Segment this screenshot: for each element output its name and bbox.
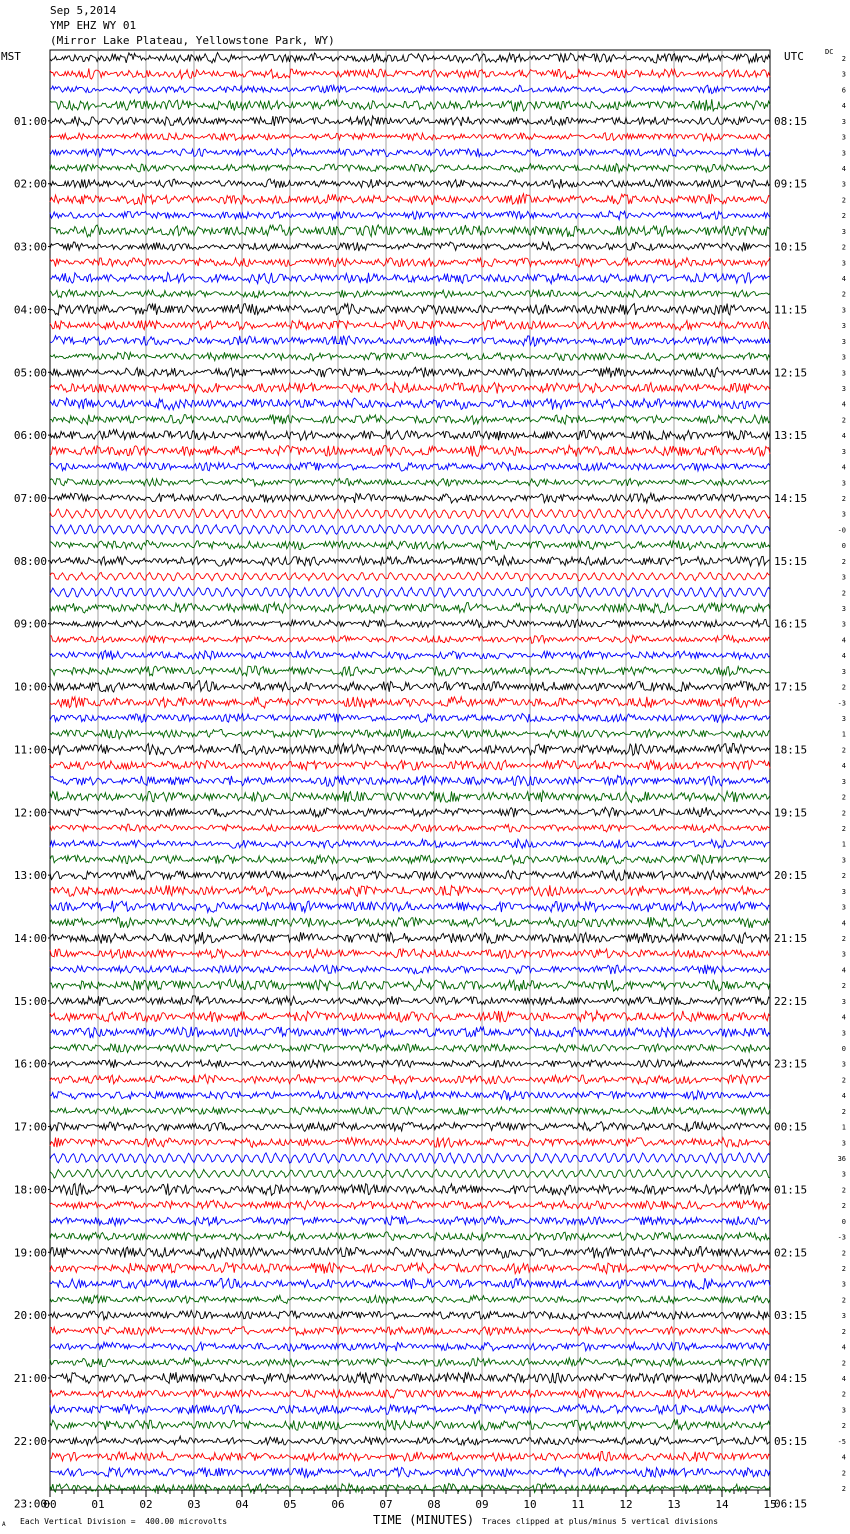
dc-offset-label: 2 <box>841 825 846 833</box>
dc-offset-label: 2 <box>841 793 846 802</box>
left-hour-label: 02:00 <box>13 177 47 191</box>
seismic-trace <box>50 430 770 441</box>
dc-offset-label: 4 <box>841 1013 846 1022</box>
seismic-trace <box>50 870 770 881</box>
x-tick-label: 05 <box>283 1498 297 1511</box>
seismic-trace <box>50 1295 770 1303</box>
dc-offset-label: 3 <box>841 447 846 456</box>
left-hour-label: 18:00 <box>13 1183 47 1197</box>
seismic-trace <box>50 164 770 173</box>
left-hour-label: 06:00 <box>13 429 47 443</box>
seismic-trace <box>50 479 770 487</box>
seismic-trace <box>50 194 770 205</box>
right-hour-label: 05:15 <box>774 1434 808 1448</box>
dc-offset-label: 2 <box>841 809 846 818</box>
seismic-trace <box>50 839 770 848</box>
seismic-trace <box>50 1467 770 1477</box>
dc-offset-label: 3 <box>841 620 846 629</box>
seismic-trace <box>50 304 770 316</box>
dc-offset-label: 4 <box>841 1092 846 1101</box>
seismic-trace <box>50 1436 770 1445</box>
dc-offset-label: 3 <box>841 369 846 378</box>
left-hour-label: 15:00 <box>13 994 47 1008</box>
seismic-trace <box>50 1027 770 1038</box>
seismic-trace <box>50 650 770 659</box>
dc-offset-label: 3 <box>841 259 846 268</box>
dc-offset-label: 4 <box>841 463 846 472</box>
seismic-trace <box>50 1107 770 1115</box>
seismic-trace <box>50 211 770 220</box>
seismic-trace <box>50 367 770 377</box>
seismic-trace <box>50 743 770 755</box>
dc-offset-label: 2 <box>841 1296 846 1305</box>
dc-offset-label: 2 <box>841 1107 846 1116</box>
seismic-trace <box>50 320 770 330</box>
dc-offset-label: 3 <box>841 479 846 488</box>
dc-offset-label: 2 <box>841 1390 846 1399</box>
dc-offset-label: 2 <box>841 243 846 252</box>
left-hour-label: 05:00 <box>13 366 47 380</box>
seismic-trace <box>50 1044 770 1053</box>
dc-offset-label: 3 <box>841 353 846 362</box>
right-hour-label: 00:15 <box>774 1120 808 1134</box>
left-hour-label: 07:00 <box>13 492 47 505</box>
dc-offset-label: 3 <box>841 573 846 582</box>
dc-offset-label: 2 <box>841 589 846 598</box>
dc-offset-label: 2 <box>841 212 846 221</box>
dc-offset-label: 2 <box>841 1327 846 1336</box>
dc-offset-label: 0 <box>841 542 846 551</box>
dc-offset-label: 3 <box>841 227 846 236</box>
left-hour-label: 04:00 <box>13 303 47 317</box>
dc-offset-label: -3 <box>837 1233 846 1242</box>
seismic-trace <box>50 352 770 361</box>
seismic-trace <box>50 1074 770 1084</box>
left-hour-label: 09:00 <box>13 617 47 631</box>
seismic-trace <box>50 1122 770 1132</box>
seismic-trace <box>50 133 770 141</box>
dc-offset-label: 2 <box>841 1422 846 1431</box>
dc-offset-label: 3 <box>841 510 846 519</box>
right-hour-label: 02:15 <box>774 1246 808 1260</box>
seismic-trace <box>50 855 770 865</box>
seismic-trace <box>50 53 770 63</box>
right-hour-label: 12:15 <box>774 366 808 380</box>
dc-offset-label: 2 <box>841 290 846 299</box>
dc-offset-label: 2 <box>841 1359 846 1368</box>
dc-offset-label: 4 <box>841 1343 846 1352</box>
dc-offset-label: 36 <box>837 1155 846 1163</box>
right-hour-label: 17:15 <box>774 680 808 694</box>
x-tick-label: 02 <box>139 1498 153 1511</box>
dc-offset-label: 3 <box>841 1029 846 1038</box>
seismic-trace <box>50 572 770 581</box>
left-hour-label: 08:00 <box>13 554 47 568</box>
seismic-trace <box>50 1419 770 1430</box>
seismic-trace <box>50 1342 770 1351</box>
seismic-trace <box>50 99 770 111</box>
dc-offset-label: 2 <box>841 1469 846 1478</box>
seismic-trace <box>50 1247 770 1259</box>
left-hour-label: 12:00 <box>13 806 47 820</box>
dc-offset-label: 4 <box>841 919 846 928</box>
date-label: Sep 5,2014 <box>50 4 117 17</box>
seismic-trace <box>50 462 770 471</box>
left-hour-label: 20:00 <box>13 1309 47 1323</box>
x-tick-label: 10 <box>523 1498 537 1511</box>
right-hour-label: 19:15 <box>774 806 808 820</box>
dc-offset-label: 3 <box>841 667 846 676</box>
dc-offset-label: 1 <box>841 1123 846 1132</box>
seismic-trace <box>50 885 770 896</box>
x-tick-label: 00 <box>43 1498 57 1511</box>
right-hour-label: 10:15 <box>774 240 808 254</box>
dc-offset-label: 3 <box>841 117 846 126</box>
dc-offset-label: 2 <box>841 55 846 63</box>
clip-note: Traces clipped at plus/minus 5 vertical divisions <box>482 1517 719 1526</box>
x-tick-label: 14 <box>715 1498 729 1511</box>
dc-offset-label: 1 <box>841 840 846 849</box>
seismic-trace <box>50 775 770 786</box>
seismic-trace <box>50 556 770 566</box>
left-timezone-label: MST <box>1 50 21 63</box>
dc-offset-label: 3 <box>841 903 846 912</box>
right-hour-label: 16:15 <box>774 617 808 631</box>
dc-offset-label: 3 <box>841 1280 846 1289</box>
seismic-trace <box>50 1452 770 1462</box>
seismic-trace <box>50 979 770 991</box>
dc-offset-label: 2 <box>841 1249 846 1258</box>
seismic-trace <box>50 901 770 913</box>
seismic-trace <box>50 336 770 347</box>
dc-offset-label: 2 <box>841 683 846 692</box>
seismic-trace <box>50 1327 770 1336</box>
dc-offset-label: 3 <box>841 777 846 786</box>
dc-offset-label: 0 <box>841 1217 846 1226</box>
seismic-trace <box>50 1404 770 1414</box>
dc-offset-label: 3 <box>841 1139 846 1148</box>
station-label: YMP EHZ WY 01 <box>50 19 137 32</box>
dc-offset-label: 1 <box>841 730 846 739</box>
seismic-trace <box>50 807 770 817</box>
seismic-trace <box>50 1200 770 1209</box>
dc-offset-label: 3 <box>841 1060 846 1069</box>
seismic-trace <box>50 493 770 503</box>
right-hour-label: 20:15 <box>774 869 808 883</box>
left-hour-label: 01:00 <box>13 114 47 128</box>
dc-offset-label: 3 <box>841 950 846 959</box>
seismic-trace <box>50 116 770 126</box>
dc-offset-label: 3 <box>841 1170 846 1179</box>
left-hour-label: 03:00 <box>13 240 47 254</box>
x-tick-label: 09 <box>475 1498 489 1511</box>
seismic-trace <box>50 509 770 519</box>
left-hour-label: 23:00 <box>13 1497 47 1511</box>
dc-offset-label: 2 <box>841 1202 846 1211</box>
seismic-trace <box>50 1278 770 1289</box>
dc-offset-label: 3 <box>841 322 846 331</box>
left-hour-label: 16:00 <box>13 1057 47 1071</box>
dc-offset-label: 0 <box>841 1045 846 1053</box>
x-tick-label: 03 <box>187 1498 201 1511</box>
dc-offset-label: 3 <box>841 1312 846 1321</box>
dc-offset-label: 4 <box>841 1453 846 1462</box>
x-tick-label: 13 <box>667 1498 681 1511</box>
seismic-trace <box>50 179 770 188</box>
seismic-trace <box>50 398 770 410</box>
dc-offset-label: 2 <box>841 1485 846 1493</box>
right-hour-label: 09:15 <box>774 177 808 191</box>
dc-offset-label: 2 <box>841 1265 846 1273</box>
seismic-trace <box>50 603 770 614</box>
dc-offset-label: 2 <box>841 1186 846 1195</box>
dc-offset-label: 3 <box>841 997 846 1006</box>
dc-offset-label: 4 <box>841 165 846 173</box>
right-hour-label: 18:15 <box>774 743 808 757</box>
dc-offset-label: -3 <box>837 699 846 708</box>
dc-offset-header: DC <box>825 48 834 56</box>
dc-offset-label: 3 <box>841 715 846 723</box>
dc-offset-label: 3 <box>841 1406 846 1415</box>
dc-offset-label: 4 <box>841 400 846 409</box>
dc-offset-label: 3 <box>841 856 846 865</box>
dc-offset-label: -0 <box>837 526 846 535</box>
left-hour-label: 17:00 <box>13 1120 47 1134</box>
x-tick-label: 15 <box>763 1498 777 1511</box>
seismic-trace <box>50 1389 770 1398</box>
right-hour-label: 22:15 <box>774 994 808 1008</box>
seismic-trace <box>50 85 770 93</box>
seismic-trace <box>50 917 770 928</box>
dc-offset-label: 2 <box>841 557 846 566</box>
seismic-trace <box>50 415 770 425</box>
dc-offset-label: 4 <box>841 1375 846 1383</box>
right-hour-label: 13:15 <box>774 429 808 443</box>
seismic-trace <box>50 932 770 943</box>
dc-offset-label: 4 <box>841 762 846 771</box>
right-timezone-label: UTC <box>784 50 804 63</box>
plot-frame <box>50 50 770 1490</box>
seismic-trace <box>50 1372 770 1383</box>
dc-offset-label: 3 <box>841 605 846 613</box>
left-hour-label: 21:00 <box>13 1372 47 1385</box>
x-tick-label: 04 <box>235 1498 249 1511</box>
dc-offset-label: 3 <box>841 149 846 158</box>
seismic-trace <box>50 666 770 676</box>
seismic-trace <box>50 1263 770 1274</box>
dc-offset-label: 4 <box>841 652 846 661</box>
seismic-trace <box>50 1184 770 1196</box>
dc-offset-label: 2 <box>841 935 846 943</box>
seismic-trace <box>50 1011 770 1023</box>
seismic-trace <box>50 525 770 535</box>
seismic-trace <box>50 242 770 251</box>
seismic-trace <box>50 824 770 832</box>
seismic-trace <box>50 1153 770 1164</box>
x-axis-title: TIME (MINUTES) <box>373 1513 475 1527</box>
seismic-trace <box>50 1091 770 1101</box>
seismic-trace <box>50 697 770 708</box>
seismic-trace <box>50 760 770 770</box>
right-hour-label: 23:15 <box>774 1057 808 1071</box>
dc-offset-label: 2 <box>841 746 846 755</box>
seismic-trace <box>50 540 770 550</box>
dc-offset-label: 6 <box>841 86 846 95</box>
left-hour-label: 11:00 <box>13 743 47 757</box>
corner-mark: A <box>2 1521 6 1528</box>
dc-offset-label: 2 <box>841 196 846 205</box>
left-hour-label: 19:00 <box>13 1246 47 1260</box>
dc-offset-label: 3 <box>841 133 846 142</box>
dc-offset-label: 2 <box>841 416 846 425</box>
seismic-trace <box>50 729 770 739</box>
seismic-trace <box>50 949 770 959</box>
dc-offset-label: 4 <box>841 966 846 975</box>
dc-offset-label: 2 <box>841 1076 846 1085</box>
dc-offset-label: 2 <box>841 495 846 503</box>
left-hour-label: 14:00 <box>13 932 47 945</box>
seismic-trace <box>50 635 770 643</box>
seismic-trace <box>50 619 770 628</box>
dc-offset-label: 3 <box>841 306 846 315</box>
dc-offset-label: 3 <box>841 70 846 79</box>
dc-offset-label: 4 <box>841 432 846 441</box>
scale-note: Each Vertical Division = 400.00 microvolts <box>20 1517 228 1526</box>
seismic-trace <box>50 445 770 456</box>
seismic-trace <box>50 1358 770 1367</box>
right-hour-label: 06:15 <box>774 1497 808 1511</box>
x-tick-label: 12 <box>619 1498 633 1511</box>
dc-offset-label: 3 <box>841 337 846 346</box>
seismic-trace <box>50 965 770 974</box>
right-hour-label: 08:15 <box>774 114 808 128</box>
seismic-trace <box>50 1169 770 1178</box>
seismic-trace <box>50 1310 770 1319</box>
x-tick-label: 07 <box>379 1498 393 1511</box>
right-hour-label: 03:15 <box>774 1309 808 1323</box>
dc-offset-label: 3 <box>841 385 846 393</box>
right-hour-label: 11:15 <box>774 303 808 317</box>
seismic-trace <box>50 587 770 597</box>
seismic-trace <box>50 148 770 156</box>
right-hour-label: 14:15 <box>774 492 808 505</box>
x-tick-label: 11 <box>571 1498 585 1511</box>
seismic-trace <box>50 791 770 803</box>
seismic-trace <box>50 225 770 237</box>
right-hour-label: 01:15 <box>774 1183 808 1197</box>
x-tick-label: 06 <box>331 1498 345 1511</box>
seismic-trace <box>50 1216 770 1225</box>
seismic-trace <box>50 69 770 80</box>
dc-offset-label: 2 <box>841 872 846 881</box>
x-tick-label: 08 <box>427 1498 441 1511</box>
x-tick-label: 01 <box>91 1498 105 1511</box>
left-hour-label: 13:00 <box>13 869 47 883</box>
dc-offset-label: 4 <box>841 102 846 111</box>
left-hour-label: 22:00 <box>13 1434 47 1448</box>
seismic-trace <box>50 273 770 284</box>
seismic-trace <box>50 1060 770 1068</box>
dc-offset-label: 3 <box>841 887 846 896</box>
seismic-trace <box>50 257 770 267</box>
right-hour-label: 21:15 <box>774 932 808 945</box>
dc-offset-label: 3 <box>841 180 846 189</box>
seismic-trace <box>50 714 770 723</box>
dc-offset-label: 2 <box>841 982 846 991</box>
left-hour-label: 10:00 <box>13 680 47 694</box>
right-hour-label: 15:15 <box>774 554 808 568</box>
dc-offset-label: 4 <box>841 275 846 283</box>
seismic-trace <box>50 996 770 1006</box>
seismic-trace <box>50 383 770 394</box>
seismic-trace <box>50 1232 770 1242</box>
seismic-trace <box>50 681 770 692</box>
location-label: (Mirror Lake Plateau, Yellowstone Park, WY) <box>50 34 335 47</box>
seismic-trace <box>50 1137 770 1147</box>
right-hour-label: 04:15 <box>774 1372 808 1385</box>
dc-offset-label: 4 <box>841 636 846 645</box>
seismic-trace <box>50 290 770 298</box>
dc-offset-label: -5 <box>837 1437 846 1446</box>
